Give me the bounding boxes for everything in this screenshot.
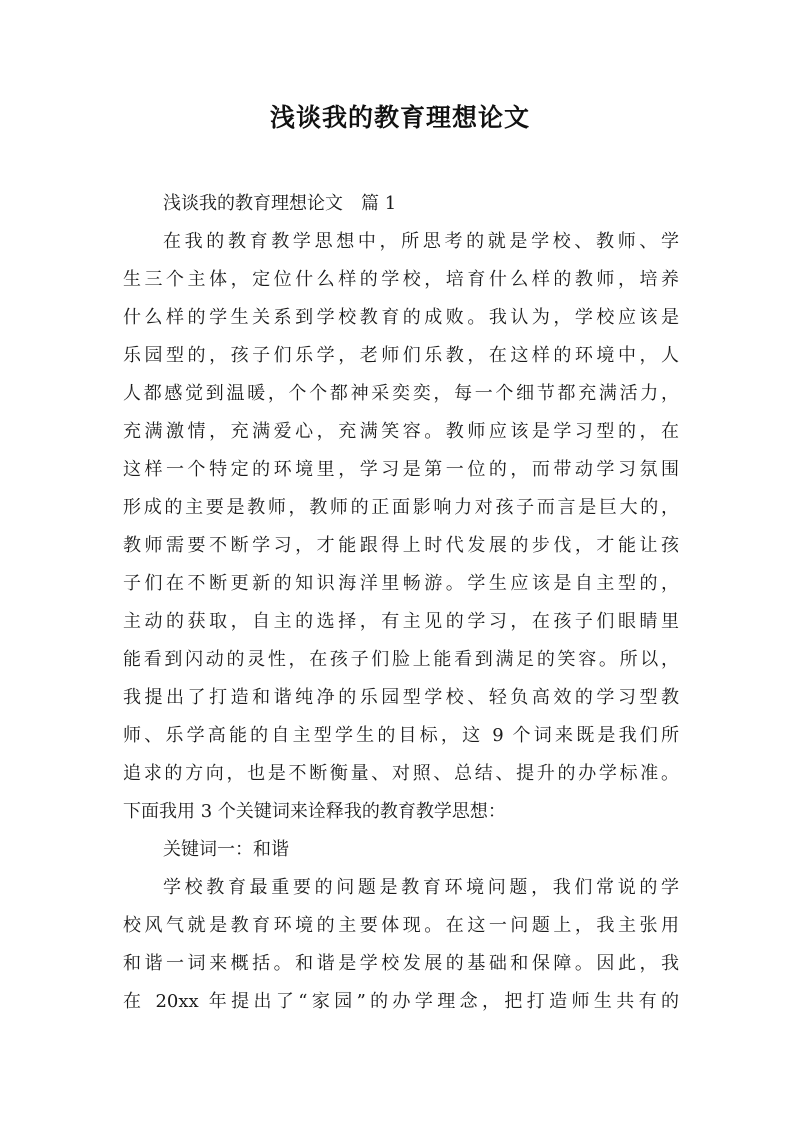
text-line: 追求的方向，也是不断衡量、对照、总结、提升的办学标准。	[123, 763, 679, 784]
text-line: 能看到闪动的灵性，在孩子们脸上能看到满足的笑容。所以，	[123, 649, 679, 670]
text-line: 主动的获取，自主的选择，有主见的学习，在孩子们眼睛里	[123, 611, 679, 632]
text-line: 形成的主要是教师，教师的正面影响力对孩子而言是巨大的，	[123, 497, 679, 518]
text-line: 关键词一：和谐	[163, 839, 289, 860]
text-line: 在 20xx 年提出了“家园”的办学理念，把打造师生共有的	[123, 991, 679, 1012]
text-line: 浅谈我的教育理想论文 篇 1	[163, 193, 397, 214]
text-line: 充满激情，充满爱心，充满笑容。教师应该是学习型的，在	[123, 421, 679, 442]
text-line: 生三个主体，定位什么样的学校，培育什么样的教师，培养	[123, 269, 679, 290]
text-line: 师、乐学高能的自主型学生的目标，这 9 个词来既是我们所	[123, 725, 679, 746]
document-title: 浅谈我的教育理想论文	[269, 103, 530, 132]
text-line: 子们在不断更新的知识海洋里畅游。学生应该是自主型的，	[123, 573, 679, 594]
text-line: 人都感觉到温暖，个个都神采奕奕，每一个细节都充满活力，	[123, 383, 679, 404]
text-line: 学校教育最重要的问题是教育环境问题，我们常说的学	[163, 877, 679, 898]
text-line: 什么样的学生关系到学校教育的成败。我认为，学校应该是	[123, 307, 679, 328]
text-line: 下面我用 3 个关键词来诠释我的教育教学思想：	[123, 801, 506, 822]
text-line: 校风气就是教育环境的主要体现。在这一问题上，我主张用	[123, 915, 679, 936]
text-line: 和谐一词来概括。和谐是学校发展的基础和保障。因此，我	[123, 953, 679, 974]
text-line: 乐园型的，孩子们乐学，老师们乐教，在这样的环境中，人	[123, 345, 679, 366]
text-line: 教师需要不断学习，才能跟得上时代发展的步伐，才能让孩	[123, 535, 679, 556]
document-body	[123, 185, 679, 1021]
text-line: 我提出了打造和谐纯净的乐园型学校、轻负高效的学习型教	[123, 687, 679, 708]
text-line: 在我的教育教学思想中，所思考的就是学校、教师、学	[163, 231, 679, 252]
text-line: 这样一个特定的环境里，学习是第一位的，而带动学习氛围	[123, 459, 679, 480]
